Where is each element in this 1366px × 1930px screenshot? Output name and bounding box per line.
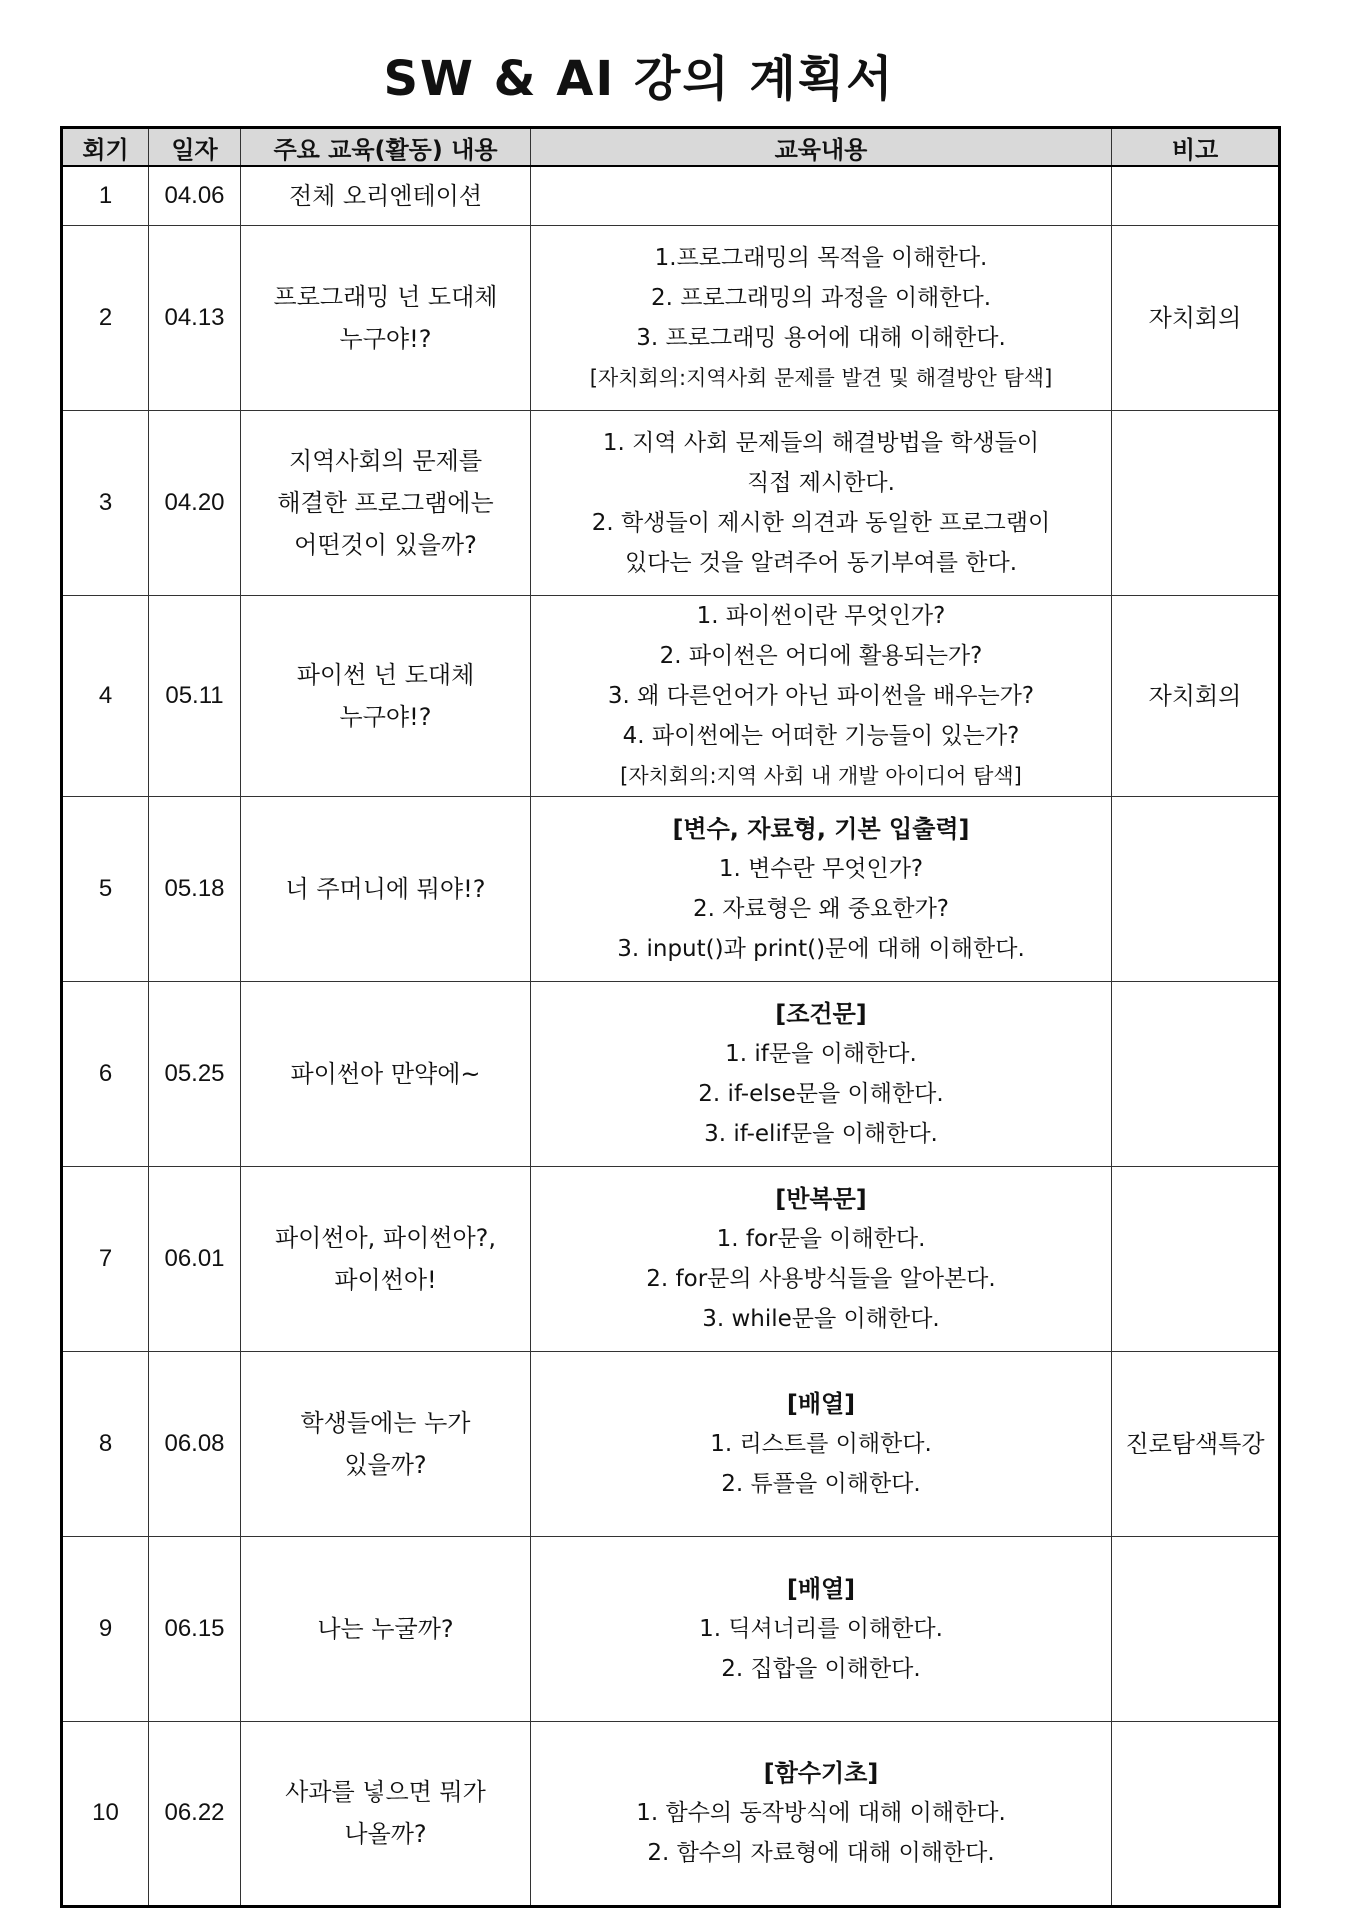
table-row (62, 1721, 1280, 1906)
topic-line: 전체 오리엔테이션 (288, 181, 483, 210)
content-cell (531, 981, 1112, 1166)
content-heading: [배열] (786, 1574, 856, 1603)
content-line: 2. 프로그래밍의 과정을 이해한다. (650, 284, 992, 311)
topic-line: 지역사회의 문제를 (288, 446, 483, 475)
content-line: 2. 학생들이 제시한 의견과 동일한 프로그램이 (591, 509, 1051, 536)
session-cell: 3 (62, 410, 149, 595)
content-line: 1. 리스트를 이해한다. (710, 1430, 932, 1457)
session-cell: 6 (62, 981, 149, 1166)
topic-cell (241, 1351, 531, 1536)
table-row (62, 981, 1280, 1166)
topic-cell (241, 225, 531, 410)
content-cell (531, 225, 1112, 410)
content-line: 1. 함수의 동작방식에 대해 이해한다. (636, 1800, 1006, 1826)
topic-line: 누구야!? (339, 324, 432, 353)
content-heading: [반복문] (775, 1184, 867, 1213)
content-cell (531, 595, 1112, 796)
topic-line: 해결한 프로그램에는 (277, 488, 494, 517)
date-cell: 05.25 (149, 981, 241, 1166)
date-cell: 05.18 (149, 796, 241, 981)
content-line: 1. 지역 사회 문제들의 해결방법을 학생들이 (602, 429, 1040, 456)
column-header-note: 비고 (1112, 128, 1280, 167)
content-line: 3. if-elif문을 이해한다. (704, 1120, 938, 1147)
session-cell: 5 (62, 796, 149, 981)
column-header-date: 일자 (149, 128, 241, 167)
date-cell: 06.22 (149, 1721, 241, 1906)
topic-line: 너 주머니에 뭐야!? (285, 874, 486, 903)
content-line: 2. 집합을 이해한다. (721, 1655, 921, 1682)
content-cell (531, 1166, 1112, 1351)
note-cell (1112, 1166, 1280, 1351)
content-line: 2. 튜플을 이해한다. (721, 1470, 921, 1497)
content-line: 3. while문을 이해한다. (702, 1305, 940, 1332)
table-row (62, 796, 1280, 981)
content-cell (531, 410, 1112, 595)
content-line: [자치회의:지역사회 문제를 발견 및 해결방안 탐색] (589, 365, 1053, 390)
table-row (62, 595, 1280, 796)
session-cell: 2 (62, 225, 149, 410)
session-cell: 9 (62, 1536, 149, 1721)
topic-line: 파이썬아, 파이썬아?, (274, 1223, 497, 1252)
topic-line: 나는 누굴까? (317, 1614, 454, 1643)
topic-line: 학생들에는 누가 (300, 1408, 471, 1437)
content-line: 1.프로그래밍의 목적을 이해한다. (654, 244, 988, 271)
date-cell: 05.11 (149, 595, 241, 796)
topic-line: 나올까? (344, 1820, 427, 1848)
session-cell: 7 (62, 1166, 149, 1351)
table-row (62, 1536, 1280, 1721)
content-line: 3. input()과 print()문에 대해 이해한다. (617, 935, 1025, 962)
topic-cell (241, 981, 531, 1166)
content-line: [자치회의:지역 사회 내 개발 아이디어 탐색] (620, 763, 1022, 788)
note-cell: 진로탐색특강 (1112, 1351, 1280, 1536)
content-heading: [함수기초] (763, 1759, 879, 1787)
note-cell (1112, 1536, 1280, 1721)
content-cell (531, 1536, 1112, 1721)
content-line: 1. for문을 이해한다. (716, 1225, 926, 1252)
note-cell: 자치회의 (1112, 225, 1280, 410)
session-cell: 1 (62, 166, 149, 225)
note-cell (1112, 410, 1280, 595)
content-line: 2. for문의 사용방식들을 알아본다. (646, 1265, 996, 1292)
content-cell (531, 796, 1112, 981)
date-cell: 04.20 (149, 410, 241, 595)
topic-cell (241, 796, 531, 981)
topic-line: 있을까? (344, 1450, 427, 1479)
lesson-plan-table (60, 126, 1281, 1908)
topic-cell (241, 1721, 531, 1906)
table-header-row (62, 128, 1280, 167)
content-line: 1. 파이썬이란 무엇인가? (696, 602, 946, 629)
topic-cell (241, 595, 531, 796)
content-line: 1. 딕셔너리를 이해한다. (699, 1615, 943, 1642)
content-cell (531, 1721, 1112, 1906)
table-row (62, 410, 1280, 595)
topic-cell (241, 1536, 531, 1721)
table-row (62, 1351, 1280, 1536)
table-body (62, 166, 1280, 1906)
content-line: 3. 왜 다른언어가 아닌 파이썬을 배우는가? (607, 682, 1035, 709)
content-line: 있다는 것을 알려주어 동기부여를 한다. (624, 549, 1018, 576)
date-cell: 06.08 (149, 1351, 241, 1536)
topic-cell (241, 1166, 531, 1351)
column-header-content: 교육내용 (531, 128, 1112, 167)
note-cell: 자치회의 (1112, 595, 1280, 796)
session-cell: 10 (62, 1721, 149, 1906)
column-header-session: 회기 (62, 128, 149, 167)
note-cell (1112, 166, 1280, 225)
topic-line: 파이썬아! (334, 1265, 437, 1294)
date-cell: 06.15 (149, 1536, 241, 1721)
topic-cell (241, 410, 531, 595)
topic-line: 파이썬 넌 도대체 (296, 660, 475, 689)
content-line: 직접 제시한다. (747, 469, 895, 496)
topic-line: 어떤것이 있을까? (294, 530, 477, 559)
table-row (62, 1166, 1280, 1351)
topic-line: 파이썬아 만약에~ (290, 1059, 481, 1088)
topic-line: 누구야!? (339, 702, 432, 731)
content-line: 1. if문을 이해한다. (725, 1040, 917, 1067)
column-header-topic: 주요 교육(활동) 내용 (241, 128, 531, 167)
content-line: 2. 파이썬은 어디에 활용되는가? (659, 642, 983, 669)
content-line: 2. 자료형은 왜 중요한가? (692, 895, 950, 922)
content-line: 2. 함수의 자료형에 대해 이해한다. (647, 1840, 995, 1866)
content-heading: [변수, 자료형, 기본 입출력] (672, 814, 970, 843)
note-cell (1112, 796, 1280, 981)
topic-cell (241, 166, 531, 225)
note-cell (1112, 981, 1280, 1166)
content-cell (531, 166, 1112, 225)
content-heading: [배열] (786, 1389, 856, 1418)
note-cell (1112, 1721, 1280, 1906)
content-line: 2. if-else문을 이해한다. (698, 1080, 944, 1107)
date-cell: 04.06 (149, 166, 241, 225)
content-line: 4. 파이썬에는 어떠한 기능들이 있는가? (622, 722, 1020, 749)
page-title: SW & AI 강의 계획서 (383, 51, 895, 107)
date-cell: 06.01 (149, 1166, 241, 1351)
content-cell (531, 1351, 1112, 1536)
content-line: 1. 변수란 무엇인가? (718, 855, 924, 882)
table-row (62, 166, 1280, 225)
session-cell: 8 (62, 1351, 149, 1536)
content-heading: [조건문] (775, 999, 867, 1028)
topic-line: 프로그래밍 넌 도대체 (273, 282, 498, 311)
content-line: 3. 프로그래밍 용어에 대해 이해한다. (636, 324, 1006, 351)
topic-line: 사과를 넣으면 뭐가 (285, 1778, 486, 1806)
date-cell: 04.13 (149, 225, 241, 410)
session-cell: 4 (62, 595, 149, 796)
table-row (62, 225, 1280, 410)
